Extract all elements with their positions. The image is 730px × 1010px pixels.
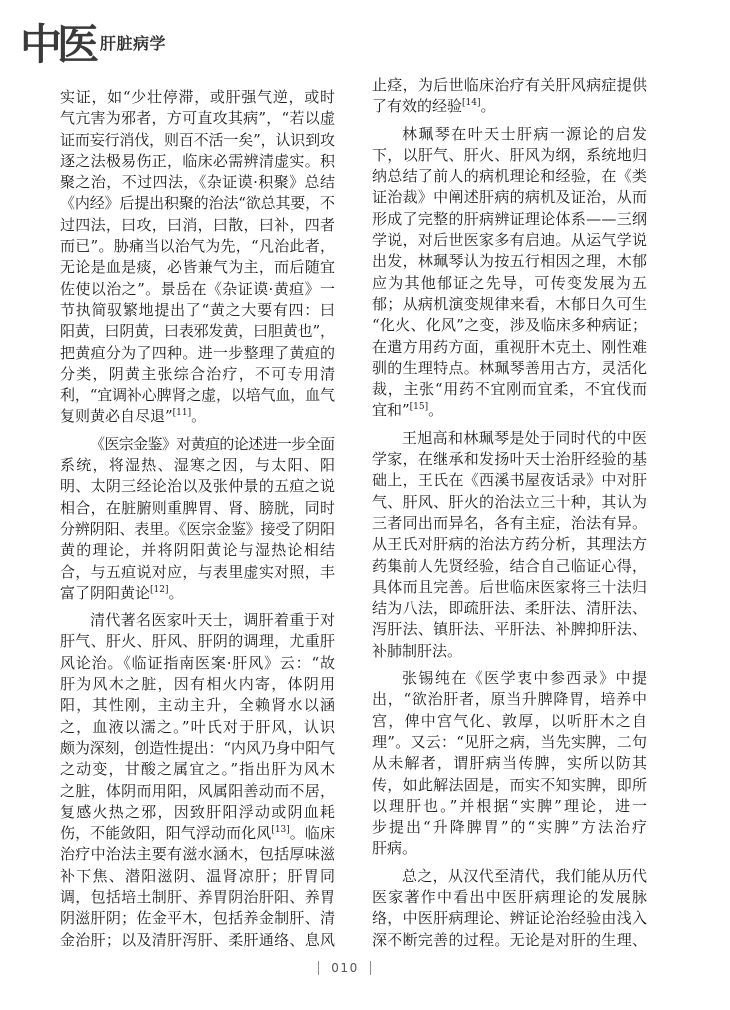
paragraph	[372, 428, 647, 662]
text-run: 。	[168, 583, 184, 602]
text-run: 驯的生理特点。林珮琴善用古方，灵活化	[372, 358, 648, 377]
text-line	[372, 315, 647, 336]
text-line	[372, 273, 648, 294]
text-line	[60, 823, 335, 844]
text-line	[372, 251, 647, 272]
text-line	[60, 300, 336, 321]
text-line	[372, 753, 648, 774]
text-line	[60, 215, 335, 236]
text-run: 肝气、肝火、肝风、肝阴的调理，尤重肝	[60, 632, 336, 651]
text-run: 逐之法极易伤正，临床必需辨清虚实。积	[60, 151, 336, 170]
text-line	[372, 513, 647, 534]
text-run: 聚之治，不过四法，《杂证谟·积聚》总结	[60, 173, 336, 192]
text-run: 黄的理论，并将阴阳黄论与湿热论相结	[60, 541, 337, 560]
text-run: 泻肝法、镇肝法、平肝法、补脾抑肝法、	[372, 620, 648, 639]
text-line	[60, 476, 335, 497]
text-run: 伤，不能敛阳，阳气浮动而化风	[60, 824, 272, 843]
text-line	[372, 732, 647, 753]
text-run: 风论治。《临证指南医案·肝风》云：“故	[60, 653, 336, 672]
citation-ref: [11]	[172, 408, 192, 419]
text-line	[372, 796, 649, 817]
text-line	[372, 619, 647, 640]
text-line	[372, 75, 647, 96]
text-run: 在遣方用药方面，重视肝木克土、刚性难	[372, 337, 648, 356]
text-run: 础上，王氏在《西溪书屋夜话录》中对肝	[372, 471, 648, 490]
text-line	[60, 781, 335, 802]
text-line	[372, 556, 647, 577]
text-line	[372, 930, 647, 951]
text-line	[372, 449, 647, 470]
text-line	[372, 187, 647, 208]
text-run: 从未解者，谓肝病当传脾，实所以防其	[372, 754, 649, 773]
text-run: 出发，林珮琴认为按五行相因之理，木郁	[372, 252, 648, 271]
text-run: 药集前人先贤经验，结合自己临证心得，	[372, 556, 648, 575]
text-line	[372, 641, 462, 662]
text-run: 证治裁》中阐述肝病的病机及证治，从而	[372, 188, 648, 207]
text-run: 过四法，曰攻，曰消，曰散，曰补，四者	[60, 215, 336, 234]
text-run: 佐使以治之”。景岳在《杂证谟·黄疸》一	[60, 279, 336, 298]
text-line	[60, 434, 334, 455]
citation-ref: [12]	[150, 584, 169, 595]
text-run: 。	[480, 97, 496, 116]
text-line	[60, 930, 335, 951]
citation-ref: [15]	[409, 402, 429, 413]
text-run: 了有效的经验	[372, 97, 463, 116]
text-line	[60, 759, 336, 780]
text-line	[60, 364, 336, 385]
text-line	[372, 209, 647, 230]
page-number-divider-left	[318, 961, 319, 975]
paragraph	[372, 124, 647, 422]
text-run: 无论是血是痰，必皆兼气为主，而后随宜	[60, 258, 336, 277]
text-line	[60, 108, 335, 129]
citation-ref: [13]	[271, 825, 290, 836]
text-line	[60, 674, 336, 695]
text-run: 证而妄行消伐，则百不活一矣”，认识到攻	[60, 130, 335, 149]
text-line	[372, 400, 443, 421]
text-run: 阳黄，曰阴黄，曰表邪发黄，曰胆黄也”，	[60, 322, 335, 341]
text-line	[372, 689, 648, 710]
text-run: 肝为风木之脏，因有相火内寄，体阴用	[60, 675, 337, 694]
text-line	[60, 193, 335, 214]
text-run: 而已”。胁痛当以治气为先，“凡治此者，	[60, 237, 336, 256]
text-run: 金治肝；以及清肝泻肝、柔肝通络、息风	[60, 930, 336, 949]
paragraph	[372, 75, 647, 118]
text-run: 气亢害为邪者，方可直攻其病”，“若以虚	[60, 109, 336, 128]
text-run: 理”。又云：“见肝之病，当先实脾，二句	[372, 732, 648, 751]
text-line	[60, 236, 335, 257]
text-line	[372, 230, 647, 251]
text-run: 之脏，体阴而用阳，风属阳善动而不居，	[60, 781, 336, 800]
text-line	[372, 577, 647, 598]
text-line	[372, 668, 648, 689]
text-run: 清代著名医家叶天士，调肝着重于对	[90, 611, 336, 630]
text-run: 传，如此解法固是，而实不知实脾，即所	[372, 775, 648, 794]
text-run: 颇为深刻，创造性提出：“内风乃身中阳气	[60, 738, 335, 757]
text-line	[372, 337, 647, 358]
text-run: 张锡纯在《医学衷中参西录》中提	[402, 669, 649, 688]
text-run: 下，以肝气、肝火、肝风为纲，系统地归	[372, 145, 648, 164]
text-run: 《内经》后提出积聚的治法“欲总其要，不	[60, 194, 335, 213]
text-run: 。临床	[289, 824, 336, 843]
text-line	[60, 562, 335, 583]
text-line	[372, 294, 647, 315]
text-run: 郁；从病机演变规律来看，木郁日久可生	[372, 294, 648, 313]
text-run: 补下焦、潜阳滋阴、温肾凉肝；肝胃同	[60, 866, 337, 885]
book-title: 肝脏病学	[100, 34, 167, 53]
text-run: 结为八法，即疏肝法、柔肝法、清肝法、	[372, 599, 648, 618]
text-line	[372, 908, 647, 929]
text-run: 治疗中治法主要有滋水涵木，包括厚味滋	[60, 845, 336, 864]
text-run: 形成了完整的肝病辨证理论体系——三纲	[372, 209, 648, 228]
text-run: 学家，在继承和发扬叶天士治肝经验的基	[372, 450, 648, 469]
page-footer	[0, 960, 730, 976]
text-run: 步提出“升降脾胃”的“实脾”方法治疗	[372, 818, 650, 837]
text-run: 纳总结了前人的病机理论和经验，在《类	[372, 167, 648, 186]
text-run: 总之，从汉代至清代，我们能从历代	[402, 866, 648, 885]
text-run: 实证，如“少壮停滞，或肝强气逆，或时	[60, 88, 336, 106]
text-run: 气、肝风、肝火的治法立三十种，其认为	[372, 492, 648, 511]
text-line	[372, 598, 647, 619]
right-text-column	[372, 75, 650, 951]
text-line	[60, 610, 335, 631]
text-run: 利，“宜调补心脾肾之虚，以培气血，血气	[60, 386, 335, 405]
text-run: 应为其他郁证之先导，可传变发展为五	[372, 273, 649, 292]
paragraph	[372, 668, 650, 860]
text-line	[372, 470, 647, 491]
left-text-column	[60, 87, 335, 951]
text-line	[372, 866, 647, 887]
paragraph	[372, 866, 647, 951]
text-run: 分辨阴阳、表里。《医宗金鉴》接受了阴阳	[60, 519, 335, 538]
text-run: 复则黄必自尽退”	[60, 407, 173, 426]
text-line	[60, 540, 336, 561]
text-run: 。	[191, 407, 207, 426]
text-run: 三者同出而异名，各有主症，治法有异。	[372, 513, 648, 532]
text-run: 以理肝也。”并根据“实脾”理论，进一	[372, 796, 650, 815]
text-line	[60, 257, 335, 278]
text-run: 医家著作中看出中医肝病理论的发展脉	[372, 887, 649, 906]
text-line	[372, 817, 649, 838]
text-line	[60, 406, 206, 427]
text-line	[60, 695, 336, 716]
text-run: 止痉，为后世临床治疗有关肝风病症提供	[372, 76, 648, 94]
text-run: 富了阴阳黄论	[60, 583, 151, 602]
text-line	[372, 534, 647, 555]
text-line	[60, 343, 335, 364]
text-run: 深不断完善的过程。无论是对肝的生理、	[372, 930, 648, 949]
text-line	[372, 838, 417, 859]
text-run: 系统，将湿热、湿寒之因，与太阳、阳	[60, 456, 337, 475]
text-run: 《医宗金鉴》对黄疸的论述进一步全面	[90, 434, 335, 453]
page-number: 010	[331, 961, 359, 975]
text-line	[60, 887, 335, 908]
text-run: 节执简驭繁地提出了“黄之大要有四：曰	[60, 300, 336, 319]
text-line	[372, 711, 648, 732]
text-line	[372, 358, 647, 379]
text-run: “化火、化风”之变，涉及临床多种病证；	[372, 316, 648, 335]
text-line	[60, 802, 336, 823]
text-line	[372, 166, 647, 187]
text-line	[60, 87, 336, 108]
text-line	[60, 844, 335, 865]
text-line	[60, 653, 336, 674]
text-line	[60, 279, 335, 300]
text-run: 。	[428, 401, 444, 420]
text-run: 调，包括培土制肝、养胃阴治肝阳、养胃	[60, 887, 336, 906]
text-run: 相合，在脏腑则重脾胃、肾、膀胱，同时	[60, 498, 336, 517]
text-run: 宫，俾中宫气化、敦厚，以听肝木之自	[372, 711, 649, 730]
text-run: 补肺制肝法。	[372, 641, 463, 660]
text-run: 分类，阴黄主张综合治疗，不可专用清	[60, 364, 337, 383]
text-line	[60, 738, 335, 759]
text-line	[60, 385, 335, 406]
text-run: 宜和”	[372, 401, 410, 420]
text-line	[60, 498, 335, 519]
text-line	[60, 717, 336, 738]
text-run: 络，中医肝病理论、辨证论治经验由浅入	[372, 909, 648, 928]
text-run: 把黄疸分为了四种。进一步整理了黄疸的	[60, 343, 336, 362]
page-number-divider-right	[370, 961, 371, 975]
text-run: 明、太阴三经论治以及张仲景的五疸之说	[60, 477, 336, 496]
text-line	[372, 379, 648, 400]
text-run: 之动变，甘酸之属宜之。”指出肝为风木	[60, 760, 337, 779]
text-run: 出，“欲治肝者，原当升脾降胃，培养中	[372, 690, 648, 709]
text-run: 具体而且完善。后世临床医家将三十法归	[372, 577, 648, 596]
text-line	[60, 908, 335, 929]
text-line	[372, 887, 648, 908]
text-line	[60, 631, 335, 652]
text-run: 学说，对后世医家多有启迪。从运气学说	[372, 231, 648, 250]
text-line	[372, 96, 496, 117]
text-line	[60, 583, 184, 604]
text-line	[372, 124, 648, 145]
text-run: 从王氏对肝病的治法方药分析，其理法方	[372, 535, 648, 554]
text-line	[60, 321, 335, 342]
paragraph	[60, 434, 335, 604]
text-run: 阴滋肝阴；佐金平木，包括养金制肝、清	[60, 909, 336, 928]
text-line	[372, 492, 647, 513]
text-run: 裁，主张“用药不宜刚而宜柔，不宜伐而	[372, 380, 648, 399]
text-line	[372, 775, 647, 796]
text-run: 王旭高和林珮琴是处于同时代的中医	[402, 428, 648, 447]
text-run: 之，血液以濡之。”叶氏对于肝风，认识	[60, 717, 337, 736]
text-line	[372, 145, 647, 166]
paragraph	[60, 610, 335, 951]
zhongyi-logo: 中医	[20, 20, 95, 69]
text-line	[372, 428, 647, 449]
text-run: 合，与五疸说对应，与表里虚实对照，丰	[60, 562, 336, 581]
citation-ref: [14]	[462, 98, 481, 109]
text-run: 肝病。	[372, 839, 418, 858]
paragraph	[60, 87, 335, 428]
text-line	[60, 172, 335, 193]
text-line	[60, 151, 335, 172]
text-run: 阳，其性刚，主动主升，全赖肾水以涵	[60, 696, 337, 715]
text-line	[60, 455, 336, 476]
text-run: 复感火热之邪，因致肝阳浮动或阴血耗	[60, 802, 337, 821]
text-line	[60, 866, 336, 887]
text-run: 林珮琴在叶天士肝病一源论的启发	[402, 124, 649, 143]
text-line	[60, 130, 335, 151]
text-line	[60, 519, 335, 540]
